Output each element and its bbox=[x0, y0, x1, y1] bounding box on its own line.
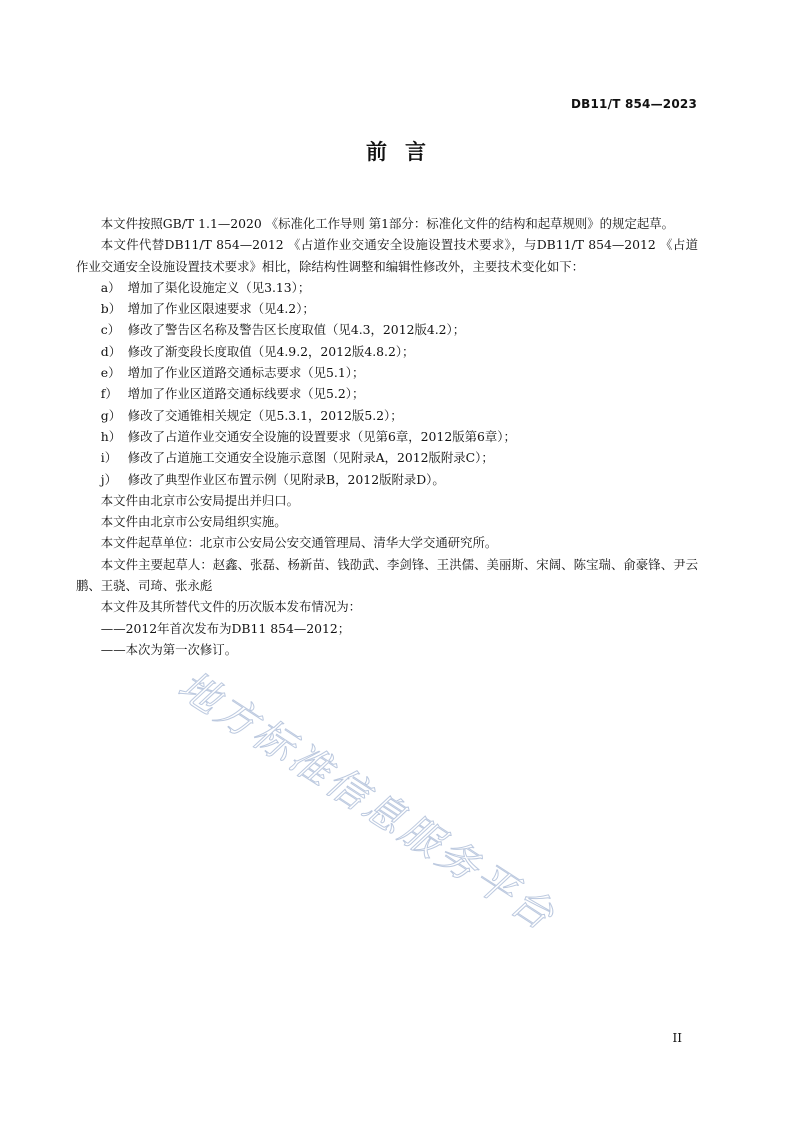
list-item-text: 增加了作业区道路交通标志要求（见5.1）； bbox=[127, 365, 365, 381]
list-item bbox=[76, 383, 698, 404]
history-item: ——2012年首次发布为DB11 854—2012； bbox=[100, 620, 351, 636]
document-body bbox=[76, 213, 698, 660]
paragraph-drafting-units: 本文件起草单位：北京市公安局公安交通管理局、清华大学交通研究所。 bbox=[100, 535, 498, 551]
paragraph-drafting-rules: 本文件按照GB/T 1.1—2020 《标准化工作导则 第1部分：标准化文件的结构和起草规则》的规定起草。 bbox=[100, 216, 675, 231]
page-number: II bbox=[672, 1031, 682, 1045]
page-title: 前言 bbox=[366, 140, 444, 164]
document-code: DB11/T 854—2023 bbox=[571, 97, 697, 111]
history-list bbox=[76, 618, 698, 661]
list-item bbox=[76, 341, 698, 362]
list-item-label: f） bbox=[100, 386, 118, 402]
list-item bbox=[76, 319, 698, 340]
list-item bbox=[76, 277, 698, 298]
list-item-label: d） bbox=[100, 343, 122, 359]
list-item bbox=[76, 298, 698, 319]
paragraph-implemented-by: 本文件由北京市公安局组织实施。 bbox=[100, 514, 287, 530]
list-item-label: e） bbox=[100, 365, 121, 381]
list-item bbox=[76, 447, 698, 468]
list-item-label: b） bbox=[100, 301, 122, 317]
list-item-text: 增加了渠化设施定义（见3.13）； bbox=[127, 279, 311, 295]
list-item-text: 修改了交通锥相关规定（见5.3.1，2012版5.2）； bbox=[127, 407, 403, 423]
list-item-label: a） bbox=[100, 279, 121, 295]
list-item bbox=[76, 362, 698, 383]
changes-list bbox=[76, 277, 698, 490]
list-item-label: j） bbox=[100, 471, 118, 487]
list-item-text: 修改了占道施工交通安全设施示意图（见附录A，2012版附录C）； bbox=[127, 450, 494, 466]
list-item-label: g） bbox=[100, 407, 122, 423]
list-item bbox=[76, 469, 698, 490]
list-item bbox=[76, 405, 698, 426]
list-item-text: 修改了典型作业区布置示例（见附录B，2012版附录D）。 bbox=[127, 471, 445, 487]
paragraph-history-intro: 本文件及其所替代文件的历次版本发布情况为： bbox=[100, 599, 361, 615]
list-item-label: h） bbox=[100, 428, 122, 444]
history-item: ——本次为第一次修订。 bbox=[100, 641, 238, 657]
list-item-label: c） bbox=[100, 322, 121, 338]
watermark: 地方标准信息服务平台 bbox=[170, 662, 565, 941]
paragraph-proposed-by: 本文件由北京市公安局提出并归口。 bbox=[100, 492, 300, 508]
list-item bbox=[76, 426, 698, 447]
paragraph-replacement: 本文件代替DB11/T 854—2012 《占道作业交通安全设施设置技术要求》，与DB11/T 854—2012 《占道作业交通安全设施设置技术要求》相比，除结构性调整和编辑性修改外，主要技术变化如下： bbox=[76, 237, 698, 274]
list-item-label: i） bbox=[100, 450, 118, 466]
list-item-text: 修改了警告区名称及警告区长度取值（见4.3，2012版4.2）； bbox=[127, 322, 466, 338]
list-item-text: 修改了占道作业交通安全设施的设置要求（见第6章，2012版第6章）； bbox=[127, 428, 516, 444]
paragraph-drafters: 本文件主要起草人：赵鑫、张磊、杨新苗、钱劭武、李剑锋、王洪儒、美丽斯、宋阔、陈宝瑞、俞豪锋、尹云鹏、王骁、司琦、张永彪 bbox=[76, 556, 698, 594]
list-item-text: 修改了渐变段长度取值（见4.9.2，2012版4.8.2）； bbox=[127, 343, 415, 359]
list-item-text: 增加了作业区限速要求（见4.2）； bbox=[127, 301, 315, 317]
list-item-text: 增加了作业区道路交通标线要求（见5.2）； bbox=[127, 386, 365, 402]
